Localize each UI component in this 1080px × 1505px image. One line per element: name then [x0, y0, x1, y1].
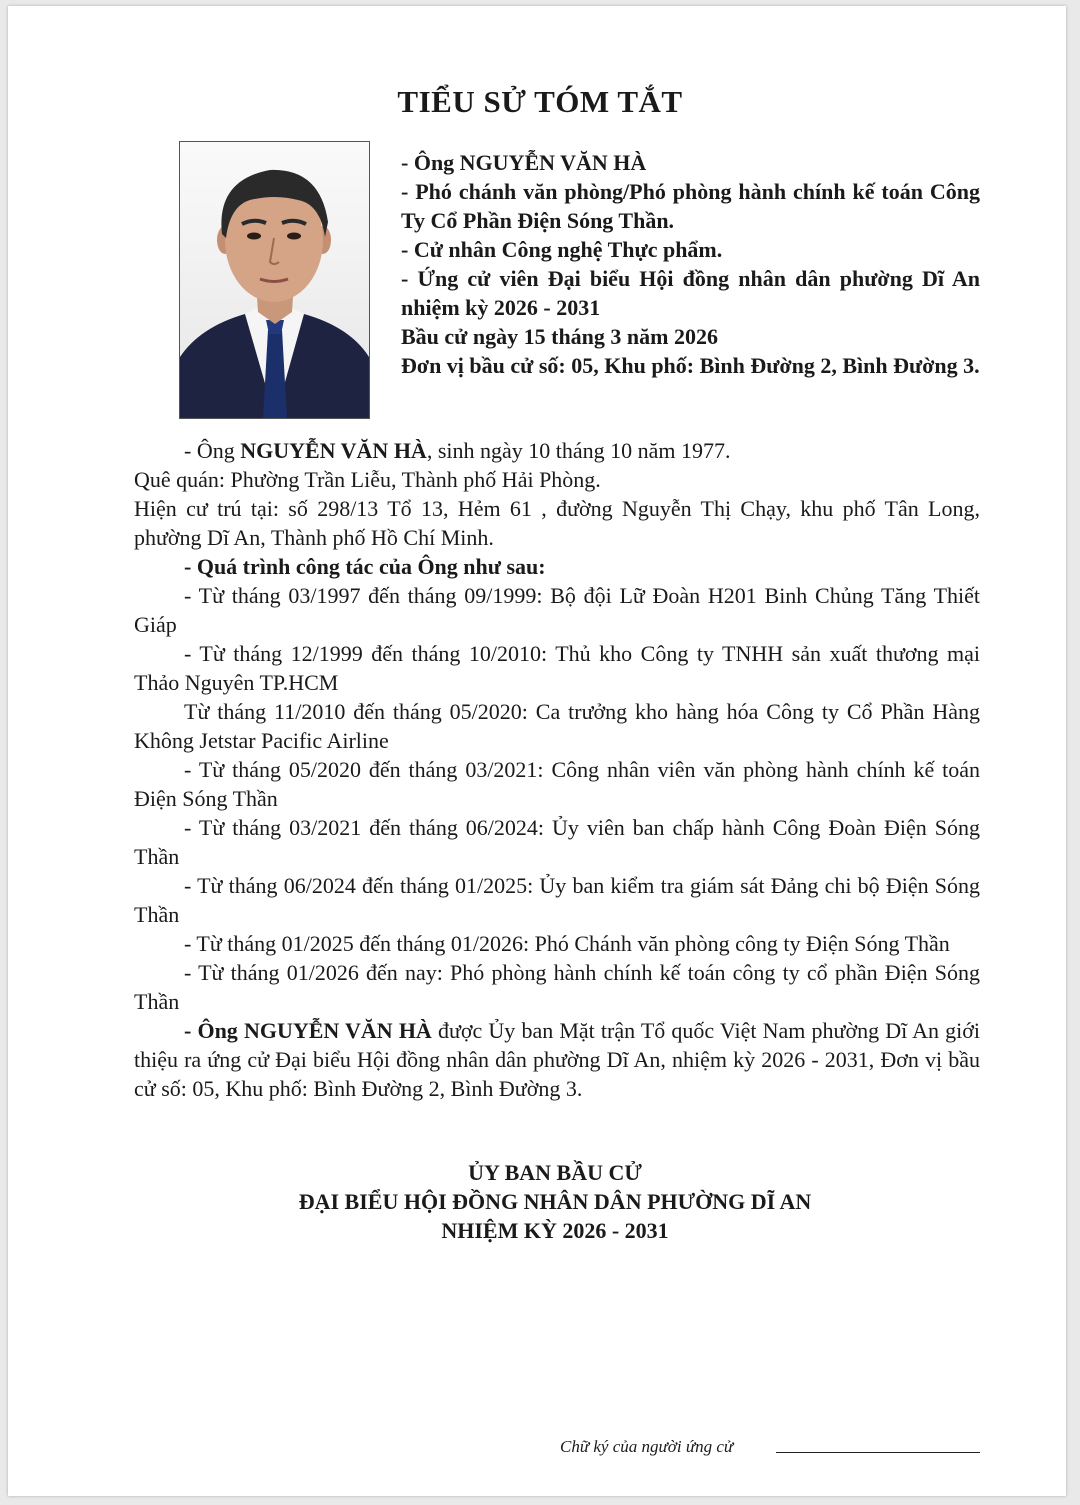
- summary-line: - Phó chánh văn phòng/Phó phòng hành chính kế toán Công Ty Cổ Phần Điện Sóng Thần.: [401, 179, 980, 233]
- biography-body: [134, 436, 980, 1103]
- signature-label: Chữ ký của người ứng cử: [560, 1437, 734, 1456]
- career-item: - Từ tháng 01/2026 đến nay: Phó phòng hành chính kế toán công ty cổ phần Điện Sóng Thần: [134, 960, 980, 1014]
- summary-line: - Ứng cử viên Đại biểu Hội đồng nhân dân phường Dĩ An nhiệm kỳ 2026 - 2031: [401, 266, 980, 320]
- career-item: Từ tháng 11/2010 đến tháng 05/2020: Ca trưởng kho hàng hóa Công ty Cổ Phần Hàng Không Jetstar Pacific Airline: [134, 699, 980, 753]
- career-item: - Từ tháng 03/1997 đến tháng 09/1999: Bộ đội Lữ Đoàn H201 Binh Chủng Tăng Thiết Giáp: [134, 583, 980, 637]
- portrait-photo: [179, 141, 370, 419]
- career-item: - Từ tháng 05/2020 đến tháng 03/2021: Công nhân viên văn phòng hành chính kế toán Điện Sóng Thần: [134, 757, 980, 811]
- intro-rest: , sinh ngày 10 tháng 10 năm 1977.: [426, 438, 731, 463]
- candidate-summary: [401, 148, 980, 380]
- summary-line: - Ông NGUYỄN VĂN HÀ: [401, 150, 647, 175]
- issuer-line: NHIỆM KỲ 2026 - 2031: [441, 1218, 669, 1243]
- closing-name: - Ông NGUYỄN VĂN HÀ: [184, 1018, 432, 1043]
- residence-line: Hiện cư trú tại: số 298/13 Tổ 13, Hẻm 61 , đường Nguyễn Thị Chạy, khu phố Tân Long, phường Dĩ An, Thành phố Hồ Chí Minh.: [134, 496, 980, 550]
- page-title: TIỂU SỬ TÓM TẮT: [397, 84, 683, 119]
- signature-line: [776, 1452, 980, 1453]
- summary-line: Bầu cử ngày 15 tháng 3 năm 2026: [401, 324, 718, 349]
- career-item: - Từ tháng 06/2024 đến tháng 01/2025: Ủy ban kiểm tra giám sát Đảng chi bộ Điện Sóng Thần: [134, 873, 980, 927]
- summary-line: - Cử nhân Công nghệ Thực phẩm.: [401, 237, 723, 262]
- candidate-name: NGUYỄN VĂN HÀ: [240, 438, 427, 463]
- summary-line: Đơn vị bầu cử số: 05, Khu phố: Bình Đường 2, Bình Đường 3.: [401, 353, 980, 378]
- issuer-block: [0, 1158, 1080, 1245]
- career-item: - Từ tháng 12/1999 đến tháng 10/2010: Thủ kho Công ty TNHH sản xuất thương mại Thảo Nguyên TP.HCM: [134, 641, 980, 695]
- career-item: - Từ tháng 01/2025 đến tháng 01/2026: Phó Chánh văn phòng công ty Điện Sóng Thần: [184, 931, 950, 956]
- closing-rest: được Ủy ban Mặt trận Tổ quốc Việt Nam phường Dĩ An giới thiệu ra ứng cử Đại biểu Hội đồng nhân dân phường Dĩ An, nhiệm kỳ 2026 - 2031, Đơn vị bầu cử số: 05, Khu phố: Bình Đường 2, Bình Đường 3.: [134, 1018, 981, 1101]
- issuer-line: ỦY BAN BẦU CỬ: [468, 1160, 642, 1185]
- closing-paragraph: [134, 1016, 980, 1103]
- intro-paragraph: [134, 436, 980, 465]
- hometown-line: Quê quán: Phường Trần Liễu, Thành phố Hải Phòng.: [134, 467, 601, 492]
- intro-prefix: - Ông: [184, 438, 241, 463]
- career-heading: - Quá trình công tác của Ông như sau:: [184, 554, 546, 579]
- career-item: - Từ tháng 03/2021 đến tháng 06/2024: Ủy viên ban chấp hành Công Đoàn Điện Sóng Thần: [134, 815, 980, 869]
- issuer-line: ĐẠI BIỂU HỘI ĐỒNG NHÂN DÂN PHƯỜNG DĨ AN: [298, 1189, 812, 1214]
